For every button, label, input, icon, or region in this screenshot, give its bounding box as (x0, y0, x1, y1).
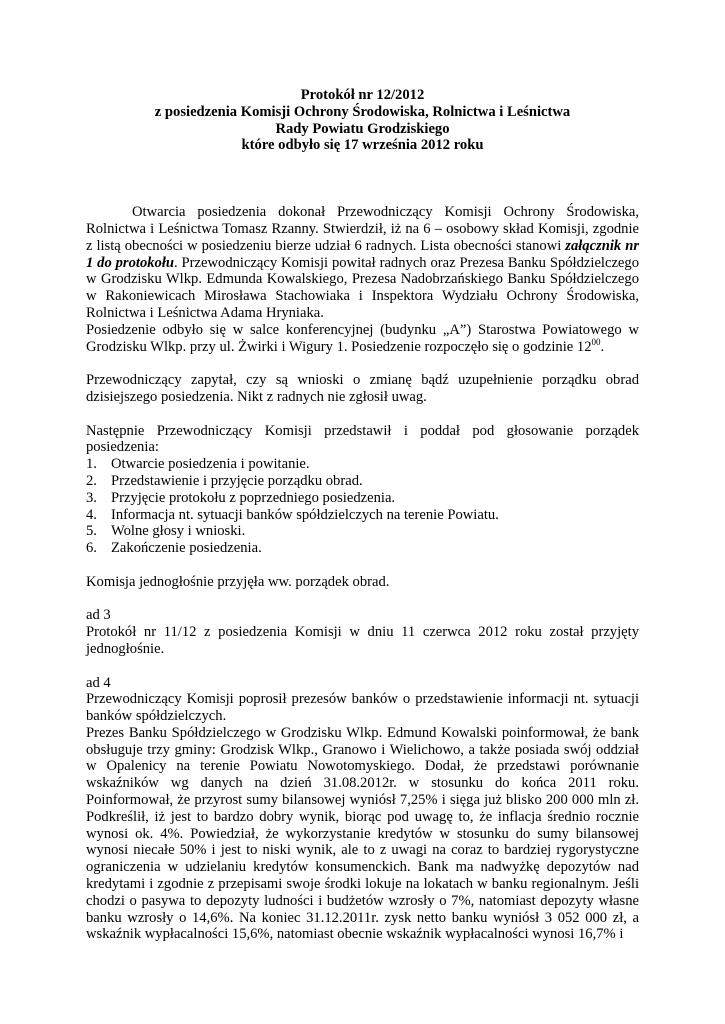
question-paragraph: Przewodniczący zapytał, czy są wnioski o zmianę bądź uzupełnienie porządku obrad dzisiejszego posiedzenia. Nikt z radnych nie zgłosił uwag. (86, 372, 639, 405)
agenda-item (86, 523, 639, 540)
agenda-list (86, 456, 639, 557)
agenda-item (86, 490, 639, 507)
ad3-heading: ad 3 (86, 607, 111, 624)
agenda-item-text: Przyjęcie protokołu z poprzedniego posiedzenia. (111, 489, 396, 506)
ad4-request: Przewodniczący Komisji poprosił prezesów banków o przedstawienie informacji nt. sytuacji banków spółdzielczych. (86, 691, 639, 725)
title-protocol-number: Protokół nr 12/2012 (300, 87, 425, 103)
location-text: Posiedzenie odbyło się w salce konferencyjnej (budynku „A”) Starostwa Powiatowego w Grodzisku Wlkp. przy ul. Żwirki i Wigury 1. Posiedzenie rozpoczęło się o godzinie 12 (86, 321, 639, 355)
agenda-accepted: Komisja jednogłośnie przyjęła ww. porządek obrad. (86, 573, 390, 590)
intro-text-1: Otwarcia posiedzenia dokonał Przewodniczący Komisji Ochrony Środowiska, Rolnictwa i Leśnictwa Tomasz Rzanny. Stwierdził, iż na 6 – osobowy skład Komisji, zgodnie z listą obecności w posiedzeniu bierze udział 6 radnych. Lista obecności stanowi (86, 204, 639, 254)
location-end: . (600, 338, 605, 355)
agenda-item-number: 3. (86, 489, 97, 506)
agenda-item-text: Wolne głosy i wnioski. (111, 523, 246, 540)
agenda-item (86, 540, 639, 557)
agenda-item (86, 456, 639, 473)
agenda-item-number: 4. (86, 506, 97, 523)
agenda-item-text: Informacja nt. sytuacji banków spółdzielczych na terenie Powiatu. (111, 506, 499, 523)
agenda-item-number: 6. (86, 540, 97, 557)
ad4-report: Prezes Banku Spółdzielczego w Grodzisku Wlkp. Edmund Kowalski poinformował, że bank obsługuje trzy gminy: Grodzisk Wlkp., Granowo i Wielichowo, a także posiada swój oddział w Opalenicy na terenie Powiatu Nowotomyskiego. Dodał, że przedstawi porównanie wskaźników wg danych na dzień 31.08.2012r. w stosunku do końca 2011 roku. Poinformował, że przyrost sumy bilansowej wyniósł 7,25% i sięga już blisko 200 000 mln zł. Podkreślił, iż jest to bardzo dobry wynik, biorąc pod uwagę to, że inflacja średnio rocznie wynosi ok. 4%. Powiedział, że wykorzystanie kredytów w stosunku do sumy bilansowej wynosi niecałe 50% i jest to niski wynik, ale to z uwagi na coraz to bardziej rygorystyczne ograniczenia w udzielaniu kredytów konsumenckich. Bank ma nadwyżkę depozytów nad kredytami i zgodnie z przepisami swoje środki lokuje na lokatach w banku regionalnym. Jeśli chodzi o pasywa to depozyty ludności i budżetów wzrosły o 7%, natomiast depozyty własne banku wzrosły o 14,6%. Na koniec 31.12.2011r. zysk netto banku wyniósł 3 052 000 zł, a wskaźnik wypłacalności 15,6%, natomiast obecnie wskaźnik wypłacalności wynosi 16,7% i (86, 724, 639, 943)
location-paragraph (86, 322, 639, 356)
ad3-text: Protokół nr 11/12 z posiedzenia Komisji w dniu 11 czerwca 2012 roku został przyjęty jednogłośnie. (86, 624, 639, 657)
agenda-item-number: 1. (86, 456, 97, 473)
title-date: które odbyło się 17 września 2012 roku (241, 137, 484, 154)
ad4-heading: ad 4 (86, 674, 111, 691)
time-minutes-superscript: 00 (591, 336, 601, 347)
agenda-item-text: Przedstawienie i przyjęcie porządku obrad. (111, 472, 363, 489)
agenda-item-text: Zakończenie posiedzenia. (111, 540, 262, 557)
intro-paragraph (86, 204, 639, 322)
attachment-reference: załącznik nr 1 do protokołu (86, 237, 640, 271)
agenda-item-number: 2. (86, 472, 97, 489)
document-page (86, 87, 639, 943)
document-title (86, 87, 639, 154)
agenda-item-number: 5. (86, 523, 97, 540)
agenda-item (86, 507, 639, 524)
agenda-item (86, 473, 639, 490)
title-committee: z posiedzenia Komisji Ochrony Środowiska, Rolnictwa i Leśnictwa (154, 103, 571, 120)
agenda-intro: Następnie Przewodniczący Komisji przedstawił i poddał pod głosowanie porządek posiedzenia: (86, 422, 639, 456)
agenda-item-text: Otwarcie posiedzenia i powitanie. (111, 456, 310, 473)
intro-text-2: . Przewodniczący Komisji powitał radnych oraz Prezesa Banku Spółdzielczego w Grodzisku Wlkp. Edmunda Kowalskiego, Prezesa Nadobrzańskiego Banku Spółdzielczego w Rakoniewicach Mirosława Stachowiaka i Inspektora Wydziału Ochrony Środowiska, Rolnictwa i Leśnictwa Adama Hryniaka. (86, 254, 640, 321)
title-council: Rady Powiatu Grodziskiego (275, 120, 450, 137)
